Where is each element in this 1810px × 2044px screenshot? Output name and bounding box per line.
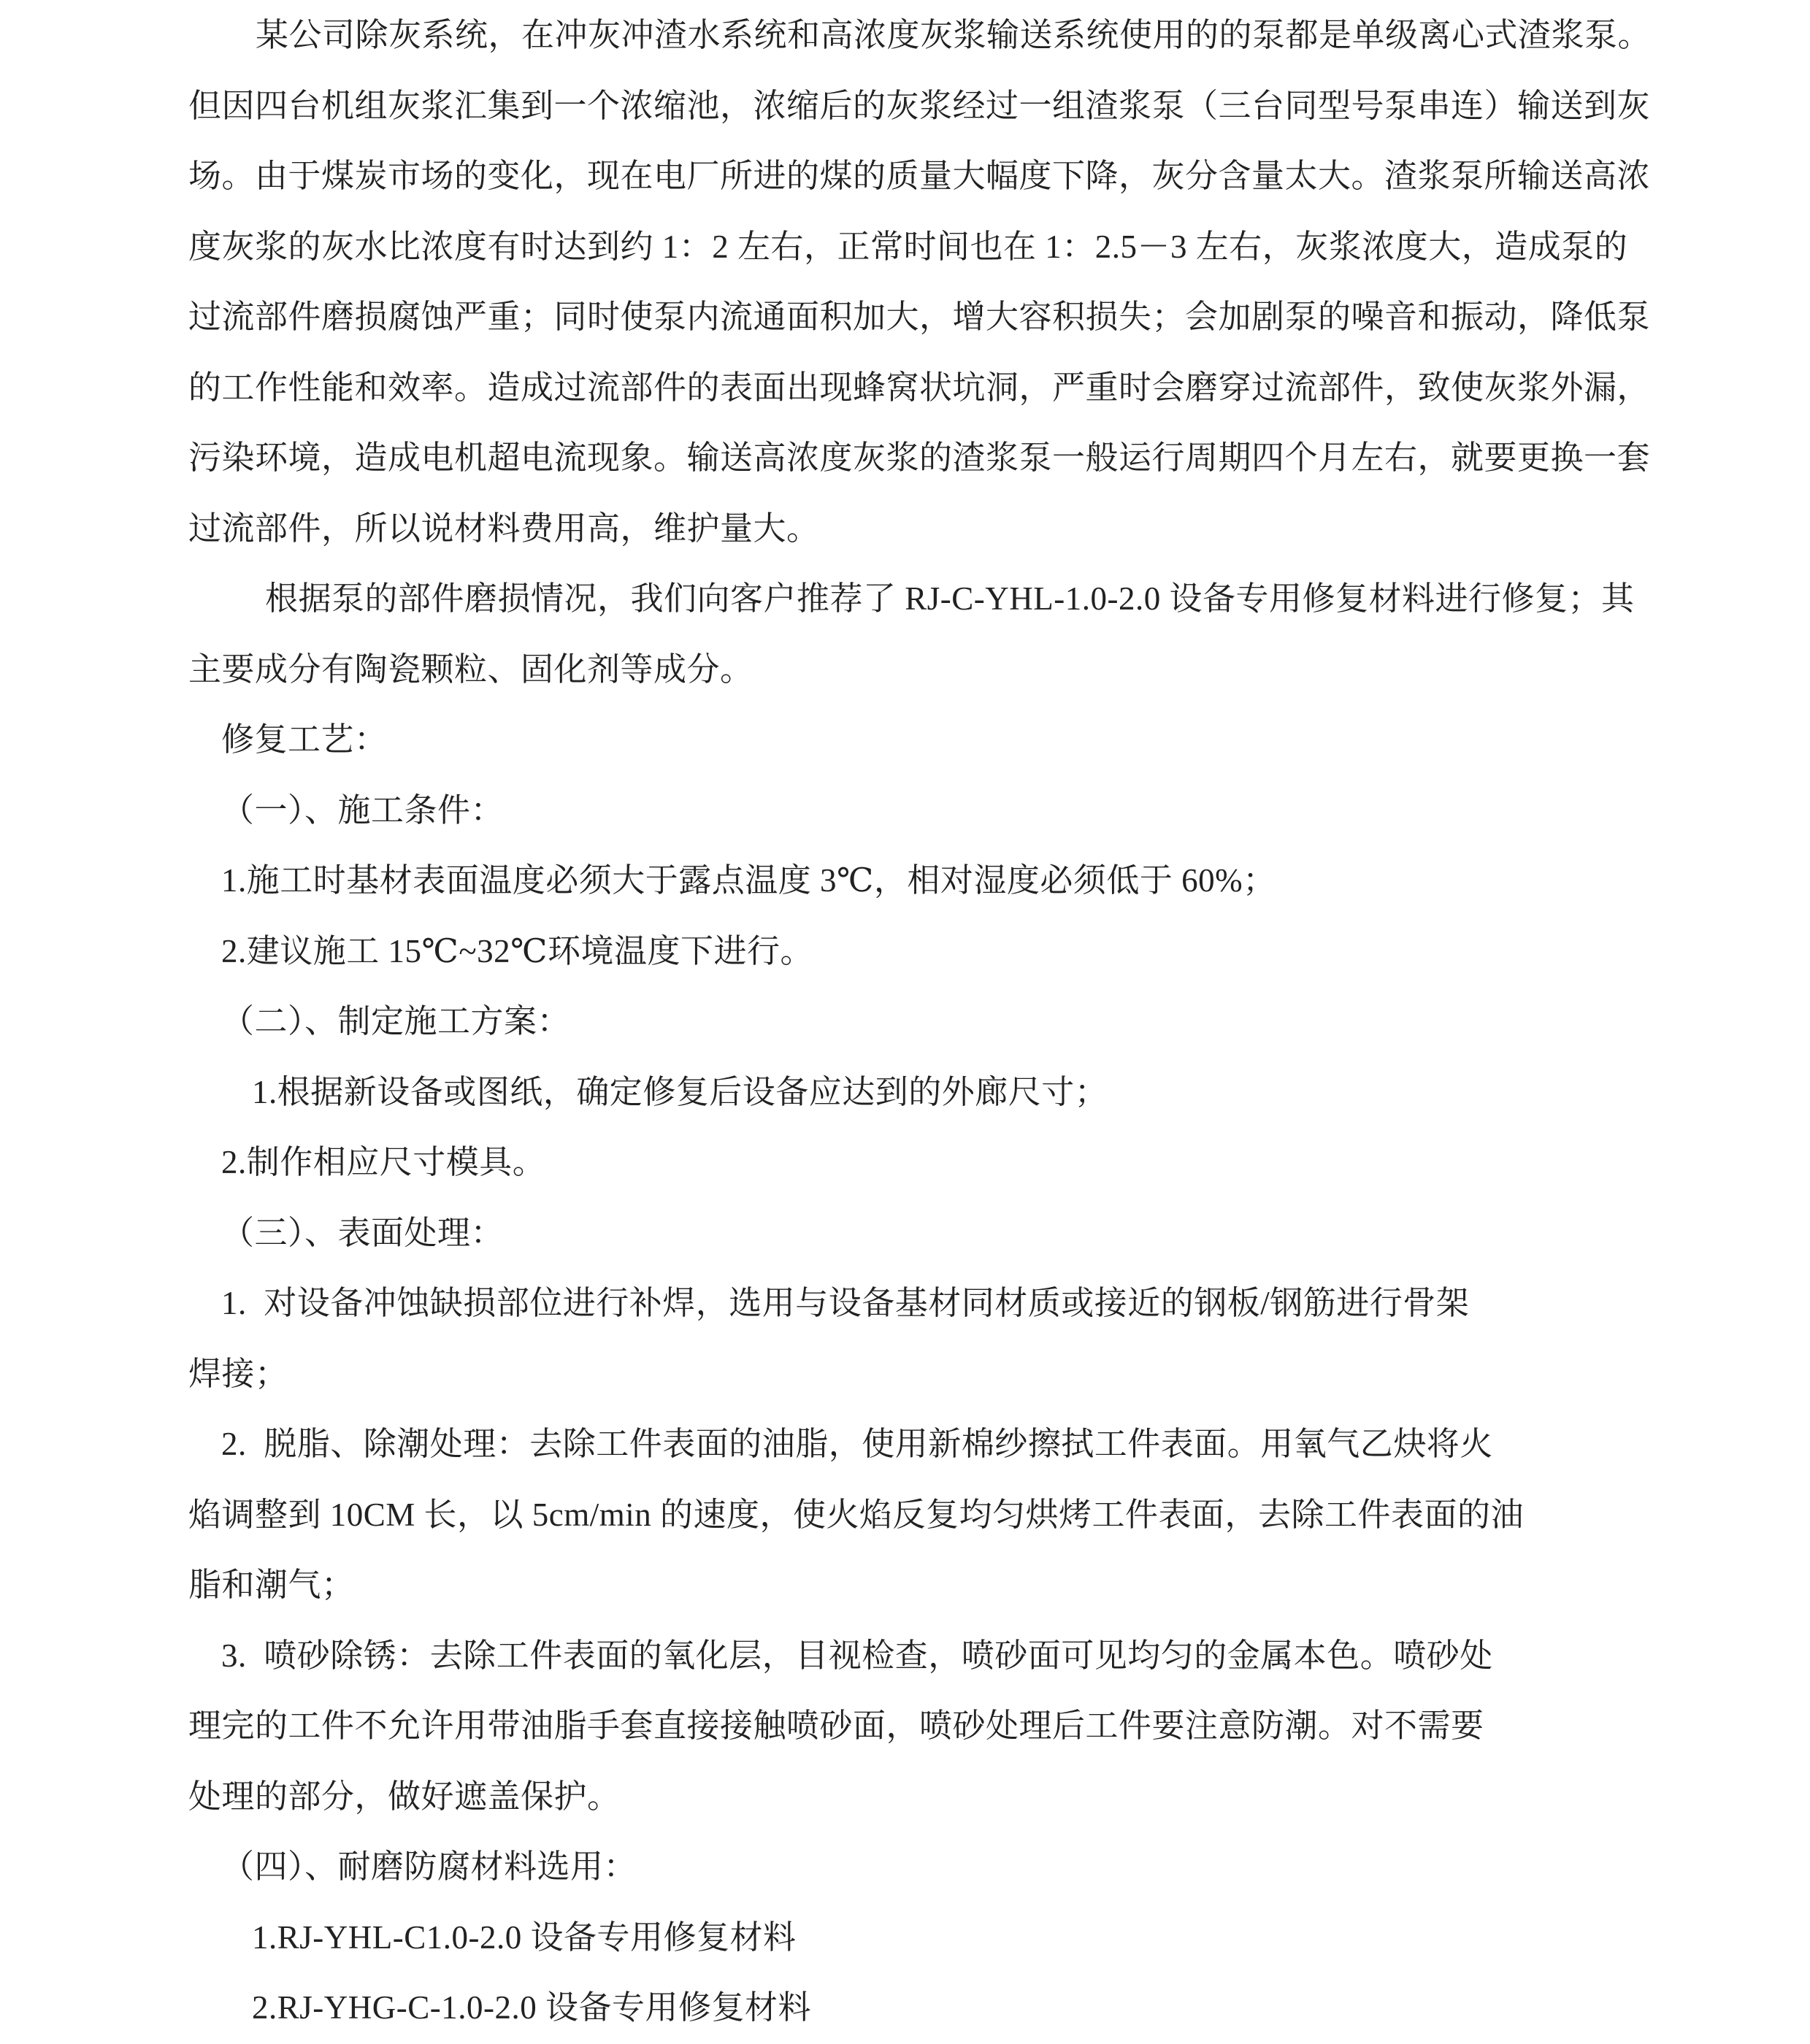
text-line: 过流部件，所以说材料费用高，维护量大。 [188, 510, 820, 547]
text-line: 1.RJ-YHL-C1.0-2.0 设备专用修复材料 [252, 1918, 797, 1956]
text-line: 度灰浆的灰水比浓度有时达到约 1：2 左右，正常时间也在 1：2.5－3 左右，灰浆浓度大，造成泵的 [188, 228, 1628, 265]
text-line: 处理的部分，做好遮盖保护。 [188, 1778, 621, 1815]
text-line: 但因四台机组灰浆汇集到一个浓缩池，浓缩后的灰浆经过一组渣浆泵（三台同型号泵串连）输送到灰 [188, 87, 1651, 124]
text-line: 的工作性能和效率。造成过流部件的表面出现蜂窝状坑洞，严重时会磨穿过流部件，致使灰浆外漏， [188, 369, 1651, 406]
text-line: 焰调整到 10CM 长，以 5cm/min 的速度，使火焰反复均匀烘烤工件表面，去除工件表面的油 [188, 1496, 1525, 1533]
text-line: 2.建议施工 15℃~32℃环境温度下进行。 [221, 932, 814, 969]
text-line: 3. 喷砂除锈：去除工件表面的氧化层，目视检查，喷砂面可见均匀的金属本色。喷砂处 [221, 1637, 1493, 1674]
text-line: 根据泵的部件磨损情况，我们向客户推荐了 RJ-C-YHL-1.0-2.0 设备专用修复材料进行修复；其 [265, 580, 1635, 617]
text-line: 污染环境，造成电机超电流现象。输送高浓度灰浆的渣浆泵一般运行周期四个月左右，就要更换一套 [188, 439, 1651, 476]
text-line: 1. 对设备冲蚀缺损部位进行补焊，选用与设备基材同材质或接近的钢板/钢筋进行骨架 [221, 1285, 1470, 1321]
text-line: 脂和潮气； [188, 1567, 355, 1603]
text-line: （三）、表面处理： [221, 1214, 505, 1251]
text-line: （四）、耐磨防腐材料选用： [221, 1848, 637, 1885]
text-line: 1.施工时基材表面温度必须大于露点温度 3℃，相对湿度必须低于 60%； [221, 862, 1276, 899]
document-body [188, 0, 1652, 2043]
text-line: 修复工艺： [221, 721, 388, 758]
text-line: 2.制作相应尺寸模具。 [221, 1144, 546, 1180]
text-line: 2.RJ-YHG-C-1.0-2.0 设备专用修复材料 [252, 1989, 811, 2026]
text-line: （二）、制定施工方案： [221, 1003, 571, 1040]
text-line: 1.根据新设备或图纸，确定修复后设备应达到的外廊尺寸； [252, 1073, 1108, 1110]
text-line: 主要成分有陶瓷颗粒、固化剂等成分。 [188, 650, 753, 688]
text-line: 过流部件磨损腐蚀严重；同时使泵内流通面积加大，增大容积损失；会加剧泵的噪音和振动，降低泵 [188, 299, 1651, 335]
text-line: 某公司除灰系统，在冲灰冲渣水系统和高浓度灰浆输送系统使用的的泵都是单级离心式渣浆泵。 [256, 17, 1652, 53]
text-line: （一）、施工条件： [221, 791, 505, 829]
text-line: 场。由于煤炭市场的变化，现在电厂所进的煤的质量大幅度下降，灰分含量太大。渣浆泵所输送高浓 [188, 158, 1651, 194]
text-line: 理完的工件不允许用带油脂手套直接接触喷砂面，喷砂处理后工件要注意防潮。对不需要 [188, 1707, 1484, 1744]
text-line: 2. 脱脂、除潮处理：去除工件表面的油脂，使用新棉纱擦拭工件表面。用氧气乙炔将火 [221, 1426, 1493, 1462]
text-line: 焊接； [188, 1355, 288, 1392]
